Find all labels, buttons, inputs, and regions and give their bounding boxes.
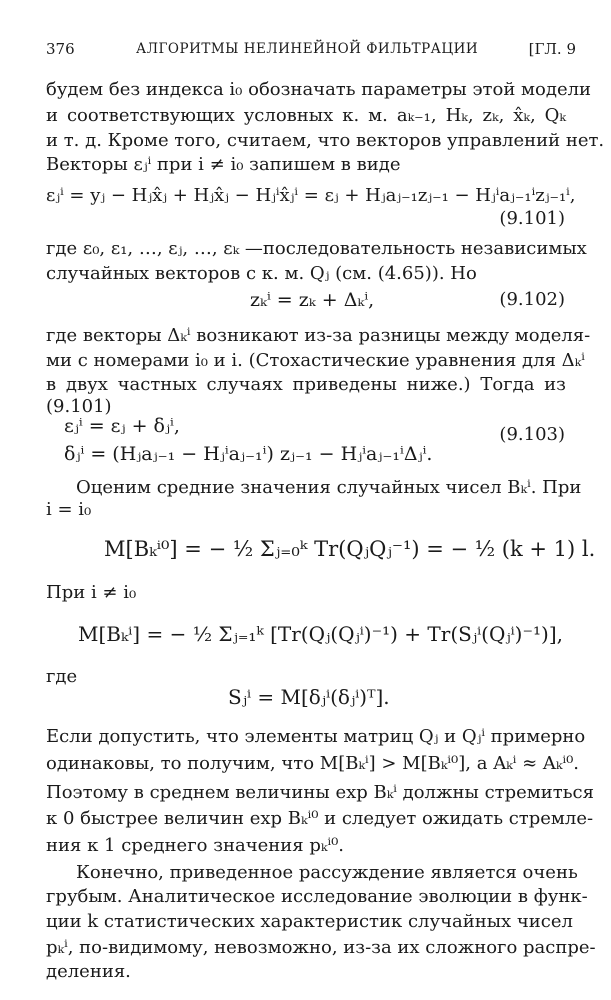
text-line: ции k статистических характеристик случайных чисел	[46, 911, 573, 932]
text-line: где	[46, 666, 78, 687]
text-line: где векторы Δₖⁱ возникают из-за разницы между моделя-	[46, 325, 591, 346]
running-header	[46, 40, 576, 64]
text-line: ния к 1 среднего значения pₖⁱ⁰.	[46, 835, 345, 856]
formula-9-103-line-1: εⱼⁱ = εⱼ + δⱼⁱ,	[64, 415, 180, 437]
text-line: Векторы εⱼⁱ при i ≠ i₀ запишем в виде	[46, 154, 401, 175]
formula-9-102: zₖⁱ = zₖ + Δₖⁱ,	[250, 289, 375, 311]
text-line: Если допустить, что элементы матриц Qⱼ и Qⱼⁱ примерно	[46, 726, 586, 747]
text-line: будем без индекса i₀ обозначать параметры этой модели	[46, 79, 592, 100]
formula-s-def: Sⱼⁱ = M[δⱼⁱ(δⱼⁱ)ᵀ].	[228, 685, 390, 709]
text-line: pₖⁱ, по-видимому, невозможно, из-за их сложного распре-	[46, 937, 596, 958]
text-line: Поэтому в среднем величины exp Bₖⁱ должны стремиться	[46, 782, 594, 803]
page-number: 376	[46, 40, 75, 58]
running-title: АЛГОРИТМЫ НЕЛИНЕЙНОЙ ФИЛЬТРАЦИИ	[136, 41, 479, 57]
text-line: грубым. Аналитическое исследование эволюции в функ-	[46, 886, 588, 907]
text-line: деления.	[46, 961, 131, 982]
text-line: При i ≠ i₀	[46, 582, 137, 603]
formula-9-101: εⱼⁱ = yⱼ − Hⱼx̂ⱼ + Hⱼx̂ⱼ − Hⱼⁱx̂ⱼⁱ = εⱼ + Hⱼaⱼ₋₁zⱼ₋₁ − Hⱼⁱaⱼ₋₁ⁱzⱼ₋₁ⁱ,	[46, 185, 576, 206]
chapter-label: [ГЛ. 9	[528, 40, 576, 58]
text-line: Конечно, приведенное рассуждение является очень	[76, 862, 578, 883]
equation-number-9-102: (9.102)	[499, 289, 565, 310]
text-line: случайных векторов с к. м. Qⱼ (см. (4.65)). Но	[46, 263, 477, 284]
text-line: Оценим средние значения случайных чисел Bₖⁱ. При	[76, 477, 582, 498]
text-line: i = i₀	[46, 499, 92, 520]
formula-mean-b-i: M[Bₖⁱ] = − ½ Σⱼ₌₁ᵏ [Tr(Qⱼ(Qⱼⁱ)⁻¹) + Tr(Sⱼⁱ(Qⱼⁱ)⁻¹)],	[78, 622, 563, 646]
text-line: где ε₀, ε₁, …, εⱼ, …, εₖ —последовательность независимых	[46, 238, 587, 259]
text-line: к 0 быстрее величин exp Bₖⁱ⁰ и следует ожидать стремле-	[46, 808, 594, 829]
equation-number-9-101: (9.101)	[499, 208, 565, 229]
formula-9-103-line-2: δⱼⁱ = (Hⱼaⱼ₋₁ − Hⱼⁱaⱼ₋₁ⁱ) zⱼ₋₁ − Hⱼⁱaⱼ₋₁ⁱΔⱼⁱ.	[64, 443, 433, 465]
text-line: в двух частных случаях приведены ниже.) Тогда из	[46, 374, 566, 395]
text-line: (9.101)	[46, 396, 112, 417]
text-line: ми с номерами i₀ и i. (Стохастические уравнения для Δₖⁱ	[46, 350, 585, 371]
text-line: и т. д. Кроме того, считаем, что векторов управлений нет.	[46, 130, 605, 151]
text-line: и соответствующих условных к. м. aₖ₋₁, Hₖ, zₖ, x̂ₖ, Qₖ	[46, 105, 566, 126]
formula-mean-b-i0: M[Bₖⁱ⁰] = − ½ Σⱼ₌₀ᵏ Tr(QⱼQⱼ⁻¹) = − ½ (k + 1) l.	[104, 537, 596, 561]
text-line: одинаковы, то получим, что M[Bₖⁱ] > M[Bₖⁱ⁰], а Aₖⁱ ≈ Aₖⁱ⁰.	[46, 753, 580, 774]
equation-number-9-103: (9.103)	[499, 424, 565, 445]
